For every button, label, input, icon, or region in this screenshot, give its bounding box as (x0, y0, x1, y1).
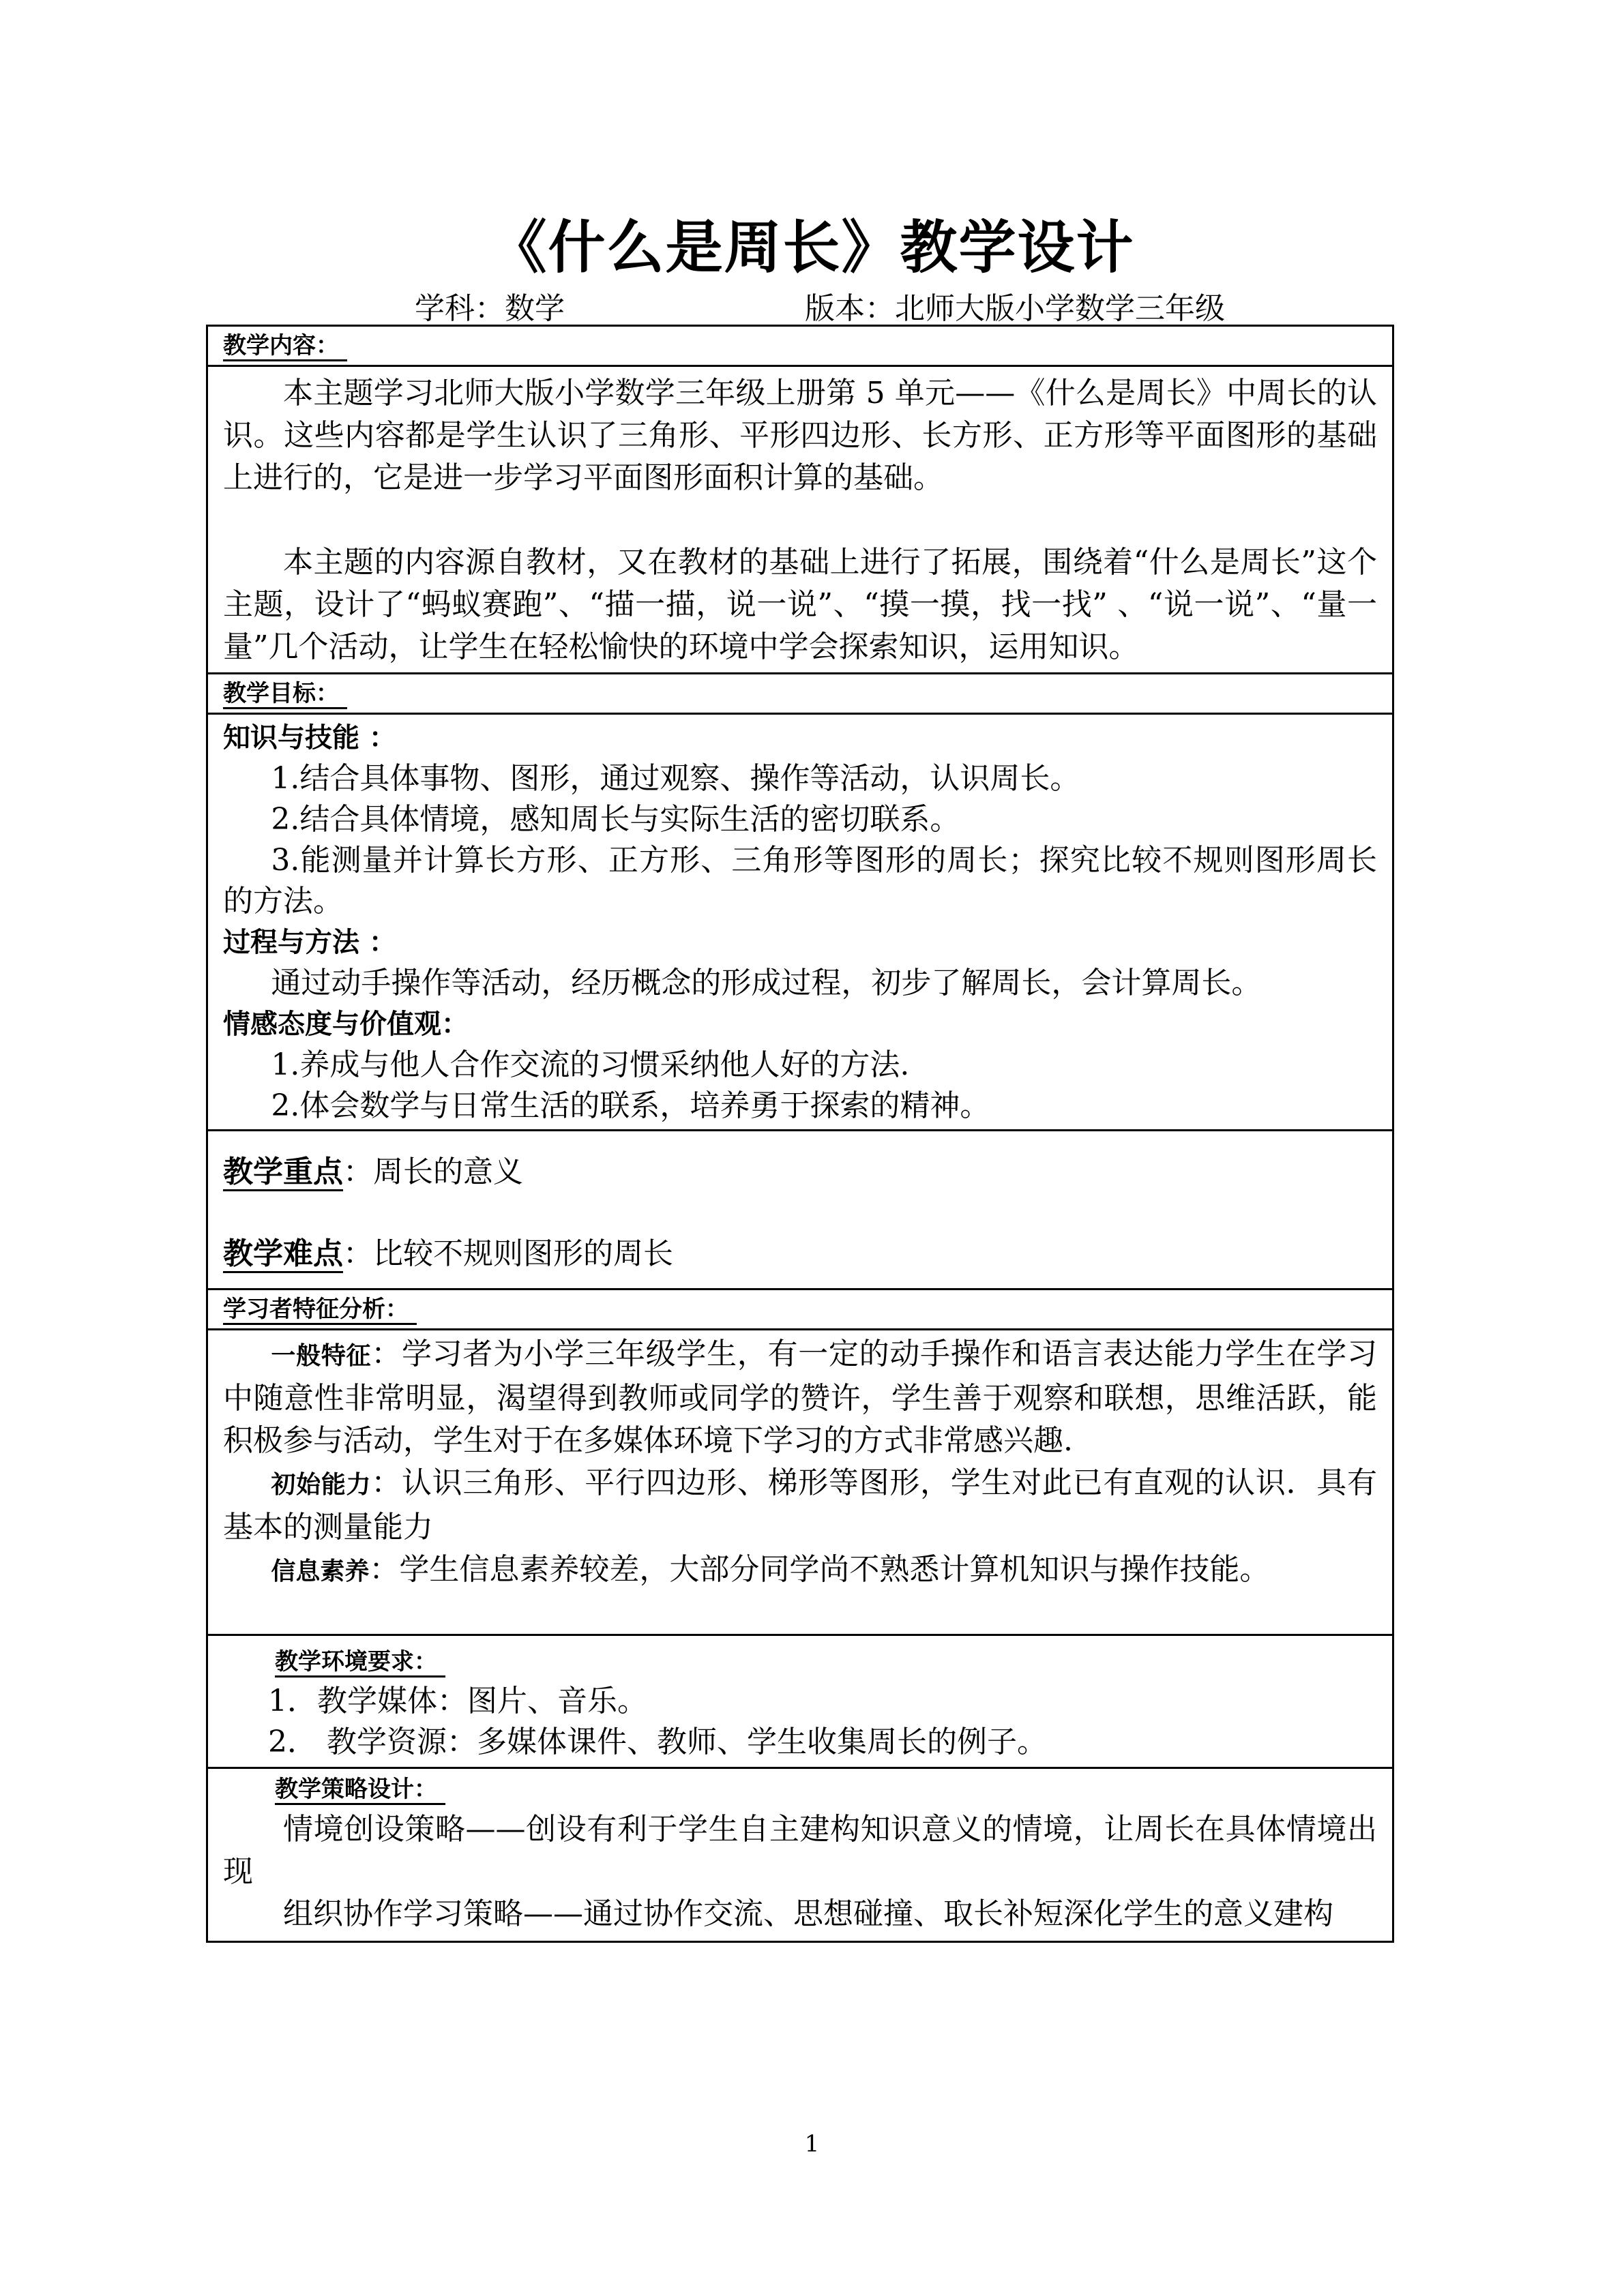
strategy-row (207, 1768, 1393, 1942)
learner-header-text: 学习者特征分析： (223, 1296, 417, 1325)
process-title: 过程与方法 ： (223, 927, 396, 958)
environment-header (223, 1643, 1377, 1681)
general-label: 一般特征 (271, 1342, 372, 1370)
goals-header-text: 教学目标： (223, 680, 347, 709)
content-body (207, 366, 1393, 674)
environment-body (207, 1635, 1393, 1768)
edition-label: 版本：北师大版小学数学三年级 (805, 291, 1225, 326)
goals-body (207, 714, 1393, 1131)
focus-text: ：周长的意义 (343, 1154, 523, 1189)
strategy-paragraph-1: 情境创设策略——创设有利于学生自主建构知识意义的情境，让周长在具体情境出现 (223, 1812, 1377, 1889)
lesson-plan-table (206, 325, 1394, 1943)
strategy-paragraph-2: 组织协作学习策略——通过协作交流、思想碰撞、取长补短深化学生的意义建构 (283, 1896, 1333, 1931)
goals-header-row (207, 674, 1393, 714)
page-number: 1 (804, 2130, 820, 2158)
content-body-row (207, 366, 1393, 674)
knowledge-item-2: 2.结合具体情境，感知周长与实际生活的密切联系。 (271, 802, 960, 837)
environment-item-2: 2． 教学资源：多媒体课件、教师、学生收集周长的例子。 (268, 1725, 1047, 1759)
content-header (207, 326, 1393, 366)
learner-body-row (207, 1330, 1393, 1635)
environment-row (207, 1635, 1393, 1768)
emotion-title: 情感态度与价值观： (223, 1009, 469, 1040)
learner-body (207, 1330, 1393, 1635)
info-literacy (223, 1549, 1377, 1593)
learner-header (207, 1289, 1393, 1330)
learner-header-row (207, 1289, 1393, 1330)
focus-row (223, 1152, 1377, 1193)
focus-label: 教学重点 (223, 1154, 343, 1191)
content-header-text: 教学内容： (223, 332, 347, 361)
strategy-header-text: 教学策略设计： (275, 1776, 445, 1805)
process-text: 通过动手操作等活动，经历概念的形成过程，初步了解周长，会计算周长。 (271, 966, 1262, 1000)
knowledge-title: 知识与技能 ： (223, 722, 396, 754)
difficulty-row (223, 1234, 1377, 1274)
general-text: ：学习者为小学三年级学生，有一定的动手操作和语言表达能力学生在学习中随意性非常明显，渴望得到教师或同学的赞许，学生善于观察和联想，思维活跃，能积极参与活动，学生对于在多媒体环境下学习的方式非常感兴趣. (223, 1337, 1377, 1458)
initial-ability (223, 1462, 1377, 1549)
emotion-item-1: 1.养成与他人合作交流的习惯采纳他人好的方法. (271, 1047, 910, 1082)
emotion-item-2: 2.体会数学与日常生活的联系，培养勇于探索的精神。 (271, 1088, 990, 1123)
initial-label: 初始能力 (271, 1471, 372, 1499)
initial-text: ：认识三角形、平行四边形、梯形等图形，学生对此已有直观的认识．具有基本的测量能力 (223, 1465, 1377, 1545)
difficulty-label: 教学难点 (223, 1236, 343, 1273)
key-points-row (207, 1131, 1393, 1289)
content-paragraph-1: 本主题学习北师大版小学数学三年级上册第 5 单元——《什么是周长》中周长的认识。这些内容都是学生认识了三角形、平形四边形、长方形、正方形等平面图形的基础上进行的，它是进一步学习平面图形面积计算的基础。 (223, 376, 1377, 495)
knowledge-item-1: 1.结合具体事物、图形，通过观察、操作等活动，认识周长。 (271, 761, 1080, 796)
strategy-body (207, 1768, 1393, 1942)
document-title: 《什么是周长》教学设计 (489, 214, 1135, 281)
goals-body-row (207, 714, 1393, 1131)
environment-header-text: 教学环境要求： (275, 1648, 445, 1678)
goals-header (207, 674, 1393, 714)
key-points (207, 1131, 1393, 1289)
info-text: ：学生信息素养较差，大部分同学尚不熟悉计算机知识与操作技能。 (369, 1552, 1270, 1587)
content-header-row (207, 326, 1393, 366)
content-paragraph-2: 本主题的内容源自教材，又在教材的基础上进行了拓展，围绕着“什么是周长”这个主题，设计了“蚂蚁赛跑”、“描一描，说一说”、“摸一摸，找一找” 、“说一说”、“量一量”几个活动，让学生在轻松愉快的环境中学会探索知识，运用知识。 (223, 545, 1377, 664)
knowledge-item-3: 3.能测量并计算长方形、正方形、三角形等图形的周长；探究比较不规则图形周长的方法。 (223, 843, 1377, 919)
environment-item-1: 1．教学媒体：图片、音乐。 (268, 1684, 647, 1718)
info-label: 信息素养 (271, 1557, 370, 1585)
subject-label: 学科：数学 (415, 291, 565, 326)
difficulty-text: ：比较不规则图形的周长 (343, 1236, 673, 1271)
general-feature (223, 1333, 1377, 1462)
strategy-header (223, 1770, 1377, 1808)
